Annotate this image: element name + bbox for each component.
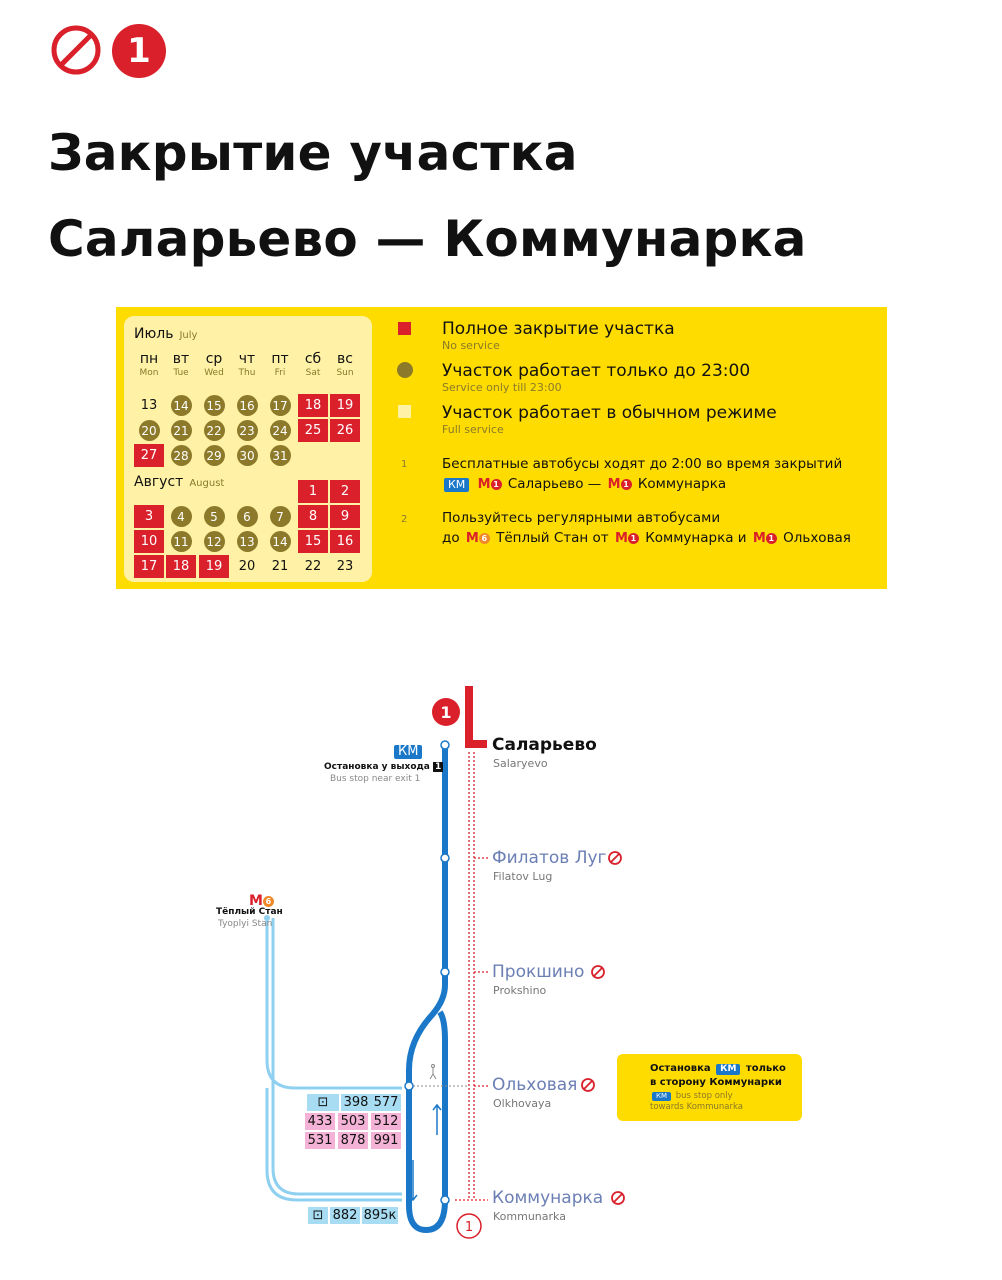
bus-route-number: 878	[338, 1132, 368, 1149]
closed-station-icon	[582, 1079, 594, 1091]
calendar-day-number: 28	[171, 445, 192, 466]
closed-station-icon	[612, 1192, 624, 1204]
note-2-number: 2	[401, 514, 408, 525]
note-1-number: 1	[401, 459, 408, 470]
calendar-day-number: 21	[271, 559, 289, 574]
weekday-ru: ср	[205, 351, 223, 367]
calendar-day-number: 10	[140, 534, 158, 549]
bus-route-olkhovaya-inner	[273, 918, 402, 1082]
calendar-day-number: 6	[237, 506, 258, 527]
note-1-to: Коммунарка	[637, 476, 727, 492]
calendar-day-number: 27	[140, 448, 158, 463]
calendar-day-number: 12	[204, 531, 225, 552]
calendar-day-number: 13	[140, 398, 158, 413]
note-2-line1: Пользуйтесь регулярными автобусами	[442, 510, 721, 526]
bus-route-tyoply-2	[273, 918, 402, 1194]
svg-text:1: 1	[464, 1220, 474, 1235]
legend-closed-en: No service	[442, 339, 500, 352]
warning-l1a: Остановка	[650, 1063, 711, 1074]
note-2-c: Ольховая	[783, 530, 851, 546]
calendar-day-number: 20	[238, 559, 256, 574]
bus-route-number: 895к	[363, 1208, 397, 1223]
calendar-day-number: 16	[336, 534, 354, 549]
walking-icon	[430, 1065, 436, 1080]
calendar-day-number: 14	[270, 531, 291, 552]
title-line-2: Саларьево — Коммунарка	[48, 210, 807, 268]
calendar-day-number: 11	[171, 531, 192, 552]
km-label: КМ	[652, 1092, 671, 1101]
month-july-en: July	[179, 330, 198, 341]
calendar-day-number: 24	[270, 420, 291, 441]
metro-icon: M 6	[247, 890, 276, 909]
weekday-en: Wed	[204, 368, 224, 378]
calendar-day-number: 16	[237, 395, 258, 416]
line-1-active	[465, 686, 473, 746]
bus-route-number: 398	[341, 1094, 371, 1111]
bus-icon: ⊡	[308, 1207, 328, 1224]
month-august-ru: Август	[134, 474, 184, 490]
warning-en1: bus stop only	[675, 1091, 733, 1101]
calendar-day-number: 23	[336, 559, 354, 574]
metro-icon: M 1	[478, 475, 502, 495]
km-label: КМ	[716, 1064, 740, 1075]
exit-stop-ru-text: Остановка у выхода	[324, 762, 430, 772]
note-2-b: Коммунарка и	[645, 530, 747, 546]
calendar-day-number: 31	[270, 445, 291, 466]
calendar-day-number: 22	[204, 420, 225, 441]
weekday-ru: пт	[271, 351, 289, 367]
weekday-ru: чт	[238, 351, 256, 367]
metro-icon: M 1	[608, 475, 632, 495]
calendar-day-number: 8	[308, 509, 318, 524]
weekday-ru: вс	[337, 351, 353, 367]
calendar-day-number: 3	[144, 509, 154, 524]
calendar-day-number: 20	[139, 420, 160, 441]
legend-night-ru: Участок работает только до 23:00	[442, 361, 751, 381]
calendar-day-number: 4	[171, 506, 192, 527]
exit-number: 1	[435, 762, 442, 772]
closed-station-icon	[592, 966, 604, 978]
bus-route-number: 531	[305, 1132, 335, 1149]
bus-route-number: 503	[338, 1113, 368, 1130]
calendar-day-number: 30	[237, 445, 258, 466]
teply-stan-en: Tyoplyi Stan	[218, 919, 273, 929]
station-kommunarka-en: Kommunarka	[493, 1210, 566, 1223]
station-prokshino-en: Prokshino	[493, 984, 547, 997]
legend-night-en: Service only till 23:00	[442, 381, 562, 394]
line-1-badge: 1	[112, 24, 166, 78]
bus-route-number: 433	[305, 1113, 335, 1130]
calendar-day-number: 25	[304, 423, 322, 438]
legend-normal-en: Full service	[442, 423, 504, 436]
weekday-ru: вт	[172, 351, 190, 367]
calendar-day-number: 9	[340, 509, 350, 524]
note-2-prefix: до	[442, 530, 460, 546]
calendar-day-number: 17	[140, 559, 158, 574]
station-kommunarka: Коммунарка	[492, 1188, 604, 1208]
calendar-day-number: 14	[171, 395, 192, 416]
note-1-from: Саларьево —	[507, 476, 602, 492]
calendar-day-number: 13	[237, 531, 258, 552]
calendar-day-number: 7	[270, 506, 291, 527]
calendar-day-number: 15	[204, 395, 225, 416]
calendar-day-number: 5	[204, 506, 225, 527]
calendar-day-number: 18	[304, 398, 322, 413]
warning-box	[617, 1054, 802, 1121]
bus-route-number: 882	[330, 1207, 360, 1224]
bus-route-number: 577	[371, 1094, 401, 1111]
month-august-en: August	[189, 478, 225, 489]
weekday-ru: пн	[139, 351, 159, 367]
svg-text:1: 1	[440, 703, 452, 722]
station-olkhovaya-en: Olkhovaya	[493, 1097, 552, 1110]
month-july-ru: Июль	[134, 326, 174, 342]
calendar-day-number: 22	[304, 559, 322, 574]
warning-l2: в сторону Коммунарки	[650, 1077, 782, 1088]
metro-line-number: 6	[263, 896, 274, 907]
metro-icon: M 6	[466, 529, 490, 549]
station-salaryevo-en: Salaryevo	[493, 757, 548, 770]
calendar-day-number: 26	[336, 423, 354, 438]
closed-station-icon	[609, 852, 621, 864]
km-bus-badge	[392, 740, 424, 759]
warning-l1b: только	[745, 1063, 786, 1074]
km-bus-badge: КМ	[444, 478, 469, 492]
bus-route-number: 512	[371, 1113, 401, 1130]
weekday-en: Fri	[274, 368, 286, 378]
weekday-en: Mon	[139, 368, 159, 378]
metro-line-number: 1	[621, 479, 632, 490]
calendar-day-number: 17	[270, 395, 291, 416]
weekday-en: Sat	[305, 368, 321, 378]
bus-icon: ⊡	[307, 1094, 339, 1111]
station-olkhovaya: Ольховая	[492, 1075, 578, 1095]
legend-closed-ru: Полное закрытие участка	[442, 319, 675, 339]
calendar-day-number: 2	[340, 484, 350, 499]
calendar-day-number: 21	[171, 420, 192, 441]
calendar-day-number: 1	[308, 484, 318, 499]
calendar-day-number: 19	[205, 559, 223, 574]
weekday-en: Thu	[238, 368, 256, 378]
calendar-day-number: 23	[237, 420, 258, 441]
note-2-a: Тёплый Стан от	[496, 530, 609, 546]
metro-line-number: 1	[766, 533, 777, 544]
warning-en2: towards Kommunarka	[650, 1102, 743, 1112]
weekday-en: Sun	[336, 368, 354, 378]
metro-line-number: 1	[628, 533, 639, 544]
legend-normal-ru: Участок работает в обычном режиме	[442, 403, 777, 423]
title-line-1: Закрытие участка	[48, 124, 578, 182]
calendar-day-number: 18	[172, 559, 190, 574]
bus-route-olkhovaya	[267, 918, 402, 1088]
metro-line-number: 6	[479, 533, 490, 544]
calendar-day-number: 15	[304, 534, 322, 549]
km-shuttle-route	[409, 745, 445, 1230]
station-filatov-lug: Филатов Луг	[492, 848, 607, 868]
weekday-ru: сб	[304, 351, 322, 367]
calendar-day-number: 19	[336, 398, 354, 413]
station-filatov-lug-en: Filatov Lug	[493, 870, 553, 883]
km-label: КМ	[394, 745, 422, 759]
metro-line-number: 1	[491, 479, 502, 490]
bus-route-number: 991	[371, 1132, 401, 1149]
station-prokshino: Прокшино	[492, 962, 585, 982]
calendar-day-number: 29	[204, 445, 225, 466]
metro-icon: M 1	[615, 529, 639, 549]
exit-stop-ru	[324, 762, 443, 772]
teply-stan-ru: Тёплый Стан	[216, 907, 283, 917]
note-1-line1: Бесплатные автобусы ходят до 2:00 во время закрытий	[442, 456, 843, 472]
station-salaryevo: Саларьево	[492, 735, 597, 755]
exit-stop-en: Bus stop near exit 1	[330, 774, 421, 784]
weekday-en: Tue	[173, 368, 189, 378]
metro-icon: M 1	[753, 529, 777, 549]
